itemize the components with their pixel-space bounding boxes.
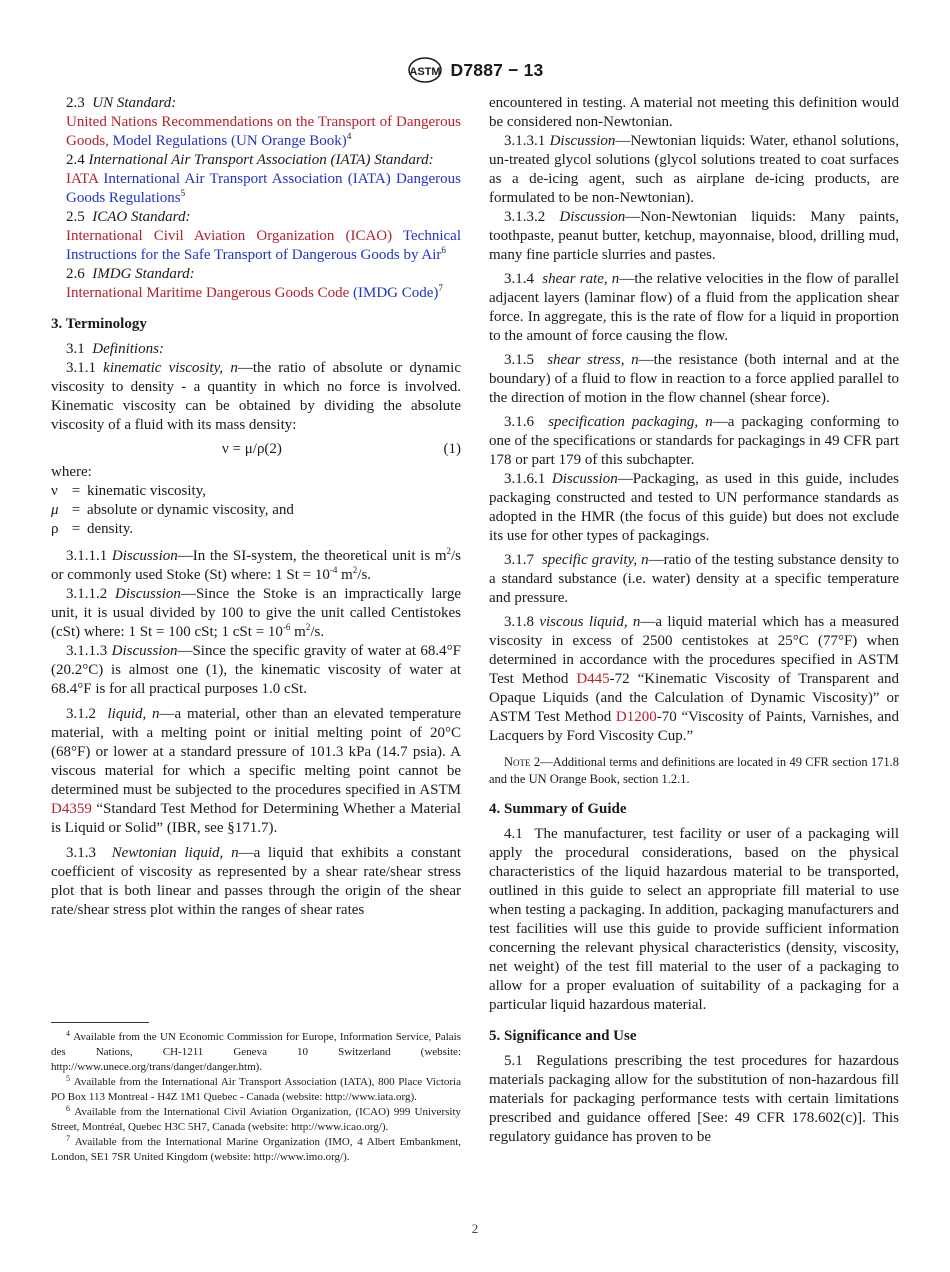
section-3-1-4: 3.1.4 shear rate, n—the relative velocities in the flow of parallel adjacent layers (laminar flow) of a fluid from the application shear force. In aggregate, this is the rate of flow for a liquid in proportion to the amount of force causing the flow. [489, 271, 900, 344]
footnote-6: $^6$ Available from the International Civil Aviation Organization, (ICAO) 999 University Street, Montréal, Quebec H3C 5H7, Canada (website: http://www.icao.org/). [51, 1104, 461, 1133]
section-5-1: 5.1 Regulations prescribing the test procedures for hazardous materials packaging allow for the substitution of non-hazardous fill materials for packaging performance tests with certain limitations prescribed and guidance offered [See: 49 CFR 178.602(c)]. This regulatory guidance has proven to be [489, 1053, 900, 1145]
section-3-1-8: 3.1.8 viscous liquid, n—a liquid material which has a measured viscosity in excess of 2500 centistokes at 25°C (77°F) when determined in accordance with the procedures specified in ASTM Test Method D445-72 “Kinematic Viscosity of Transparent and Opaque Liquids (and the Calculation of Dynamic Viscosity)” or ASTM Test Method D1200-70 “Viscosity of Paints, Varnishes, and Lacquers by Ford Viscosity Cup.” [489, 614, 899, 744]
where-label: where: [51, 464, 92, 480]
footnote-5: $^5$ Available from the International Air Transport Association (IATA), 800 Place Victoria PO Box 113 Montreal - H4Z 1M1 Quebec - Canada (website: http://www.iata.org). [51, 1074, 461, 1103]
section-3-heading: 3. Terminology [51, 316, 147, 332]
section-3-1-7: 3.1.7 specific gravity, n—ratio of the testing substance density to a standard substance (i.e. water) density at a specific temperature and pressure. [489, 552, 899, 606]
section-3-1-1-1: 3.1.1.1 Discussion—In the SI-system, the theoretical unit is $m^2/s$ or commonly used Stoke (St) where: 1 $St = 10^{-4}$ $m^2/s$. [51, 546, 462, 583]
section-2-3: 2.3 UN Standard: [66, 95, 177, 111]
page-header [0, 56, 950, 84]
imdg-standard-reference[interactable]: International Maritime Dangerous Goods Code (IMDG Code)$^7$ [66, 283, 443, 301]
footnote-divider [51, 1022, 149, 1023]
section-2-6: 2.6 IMDG Standard: [66, 266, 195, 282]
footnote-4: $^4$ Available from the UN Economic Commission for Europe, Information Service, Palais des Nations, CH-1211 Geneva 10 Switzerland (website: http://www.unece.org/trans/danger/danger.htm). [51, 1029, 461, 1073]
section-3-1-1-2: 3.1.1.2 Discussion—Since the Stoke is an impractically large unit, it is usual divided by 100 to give the unit called Centistokes (cSt) where: 1 St = 100 cSt; 1 cSt = $10^{-6}$ $m^2/s$. [51, 586, 461, 640]
section-2-4: 2.4 International Air Transport Association (IATA) Standard: [66, 152, 434, 168]
link-icao[interactable]: International Civil Aviation Organization (ICAO) [66, 228, 393, 244]
section-3-1-1: 3.1.1 kinematic viscosity, n—the ratio of absolute or dynamic viscosity to density - a quantity in which no force is involved. Kinematic viscosity can be obtained by dividing the absolute viscosity of a fluid with its mass density: [51, 360, 461, 433]
symbol-definitions [51, 482, 294, 539]
left-column [51, 94, 461, 920]
section-3-1-5: 3.1.5 shear stress, n—the resistance (both internal and at the boundary) of a fluid to flow in reaction to a force applied parallel to the direction of motion in the flow channel (shear force). [489, 352, 900, 406]
document-designation: D7887 − 13 [450, 59, 544, 80]
link-d445[interactable]: D445 [576, 671, 610, 687]
equation-1 [51, 439, 461, 461]
section-3-1-3-continued: encountered in testing. A material not meeting this definition would be considered non-Newtonian. [489, 95, 899, 130]
section-3-1-2: 3.1.2 liquid, n—a material, other than an elevated temperature material, with a melting point or initial melting point of 20°C (68°F) or lower at a standard pressure of 101.3 kPa (14.7 psia). A viscous material for which a specific melting point cannot be determined must be subjected to the procedures specified in ASTM D4359 “Standard Test Method for Determining Whether a Material is Liquid or Solid” (IBR, see §171.7). [51, 706, 461, 836]
link-imdg-code[interactable]: (IMDG Code) [353, 285, 439, 301]
section-5-heading: 5. Significance and Use [489, 1028, 637, 1044]
section-3-1-1-3: 3.1.1.3 Discussion—Since the specific gravity of water at 68.4°F (20.2°C) is almost one (1), the kinematic viscosity of water at 68.4°F is for all practical purposes 1.0 cSt. [51, 643, 461, 697]
symbol-row: ρ = density. [51, 521, 134, 537]
astm-logo-icon [407, 56, 443, 84]
link-iata[interactable]: IATA [66, 171, 99, 187]
link-iata-dgr[interactable]: International Air Transport Association (IATA) Dangerous Goods Regulations [66, 171, 462, 206]
icao-standard-reference[interactable]: International Civil Aviation Organization (ICAO) Technical Instructions for the Safe Transport of Dangerous Goods by Air$^6$ [66, 228, 461, 263]
symbol-row: μ = absolute or dynamic viscosity, and [51, 502, 294, 518]
equation-number: (1) [443, 441, 461, 457]
section-4-1: 4.1 The manufacturer, test facility or user of a packaging will apply the procedural considerations, based on the physical characteristics of the liquid hazardous material to be transported, outlined in this guide to select an appropriate fill material to use when testing a packaging. In addition, packaging manufacturers and test facilities will use this guide to provide sufficient information concerning the relevant physical characteristics (density, viscosity, net weight) of the test fill material to the user of a packaging to allow for a proper evaluation of suitability of a packaging for a particular liquid hazardous material. [489, 826, 899, 1013]
section-3-1: 3.1 Definitions: [66, 341, 164, 357]
section-4-heading: 4. Summary of Guide [489, 801, 627, 817]
right-column [489, 94, 899, 1147]
link-un-orange-book[interactable]: Model Regulations (UN Orange Book) [112, 133, 347, 149]
link-d1200[interactable]: D1200 [615, 709, 657, 725]
un-standard-reference[interactable]: United Nations Recommendations on the Transport of Dangerous Goods, Model Regulations (UN Orange Book)$^4$ [66, 114, 461, 149]
section-3-1-3-2: 3.1.3.2 Discussion—Non-Newtonian liquids: Many paints, toothpaste, peanut butter, ketchup, mayonnaise, blood, drilling mud, many fine particle slurries and pastes. [489, 209, 899, 263]
link-imdg[interactable]: International Maritime Dangerous Goods Code [66, 285, 350, 301]
section-3-1-3: 3.1.3 Newtonian liquid, n—a liquid that exhibits a constant coefficient of viscosity as represented by a shear rate/shear stress plot that is both linear and passes through the origin of the shear rate/shear stress plot within the ranges of shear rates [51, 845, 462, 918]
link-d4359[interactable]: D4359 [51, 801, 92, 817]
section-3-1-3-1: 3.1.3.1 Discussion—Newtonian liquids: Water, ethanol solutions, un-treated glycol solutions (glycol solutions treated to coat surfaces as a de-icing agent, such as airplane de-icing products, are formulated to be non-Newtonian). [489, 133, 900, 206]
equation-expression: ν = μ/ρ(2) [222, 441, 282, 457]
section-2-5: 2.5 ICAO Standard: [66, 209, 191, 225]
footnote-7: $^7$ Available from the International Marine Organization (IMO, 4 Albert Embankment, London, SE1 7SR United Kingdom (website: http://www.imo.org/). [51, 1134, 461, 1163]
page-number: 2 [471, 1221, 479, 1236]
section-3-1-6: 3.1.6 specification packaging, n—a packaging conforming to one of the specifications or standards for packagings in 49 CFR part 178 or part 179 of this subchapter. [489, 414, 899, 468]
footnotes [51, 1030, 461, 1165]
svg-text:ASTM: ASTM [408, 66, 441, 78]
iata-standard-reference[interactable]: IATA International Air Transport Association (IATA) Dangerous Goods Regulations$^5$ [66, 171, 462, 206]
symbol-row: ν = kinematic viscosity, [51, 483, 207, 499]
link-un-recommendations[interactable]: United Nations Recommendations on the Transport of Dangerous Goods, [66, 114, 461, 149]
note-2: Note 2—Additional terms and definitions are located in 49 CFR section 171.8 and the UN Orange Book, section 1.2.1. [489, 755, 900, 786]
section-3-1-6-1: 3.1.6.1 Discussion—Packaging, as used in this guide, includes packaging constructed and tested to UN performance standards as adopted in the HMR (the focus of this guide) but does not exclude its use for other types of packagings. [489, 471, 899, 544]
link-icao-technical-instructions[interactable]: Technical Instructions for the Safe Transport of Dangerous Goods by Air [66, 228, 461, 263]
